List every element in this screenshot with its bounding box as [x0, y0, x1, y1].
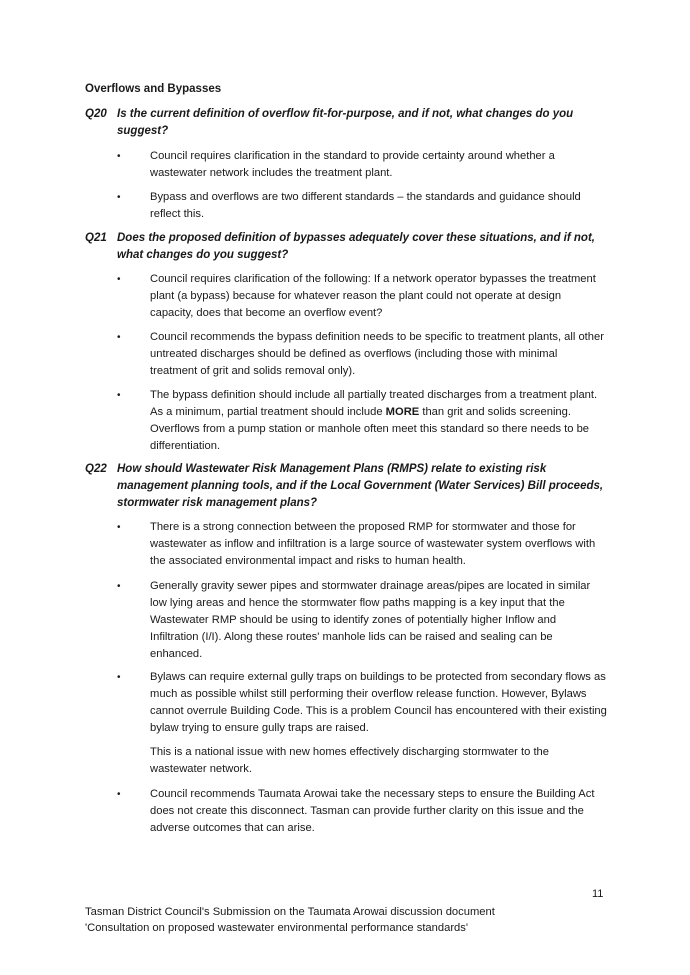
bullet-item [117, 786, 607, 837]
question-q20 [85, 106, 607, 140]
bullet-text: Bypass and overflows are two different standards – the standards and guidance should reflect this. [150, 191, 581, 220]
question-number: Q20 [85, 108, 107, 120]
question-text: How should Wastewater Risk Management Plans (RMPS) relate to existing risk management planning tools, and if the Local Government (Water Services) Bill proceeds, stormwater risk management plans? [117, 463, 604, 509]
bullet-item [117, 148, 607, 182]
question-number: Q22 [85, 463, 107, 475]
bullet-text: Bylaws can require external gully traps on buildings to be protected from secondary flows as much as possible whilst still performing their overflow release function. However, Bylaws cannot overrule Building Code. This is a problem Council has encountered with their existing bylaw trying to ensure gully traps are raised. [150, 671, 607, 734]
bullet-item [117, 669, 607, 737]
bullet-text [150, 387, 607, 455]
bullet-text: Council recommends the bypass definition needs to be specific to treatment plants, all other untreated discharges should be defined as overflows (including those with minimal treatment of grit and solids removal only). [150, 331, 604, 377]
bullet-item [117, 578, 607, 663]
bullet-text-part: than grit and solids screening. Overflows from a pump station or manhole often meet this standard so there needs to be differentiation. [150, 406, 590, 452]
bullet-icon: • [117, 390, 121, 401]
bullet-item [117, 271, 607, 322]
section-heading: Overflows and Bypasses [85, 83, 222, 95]
footer-line-1: Tasman District Council's Submission on the Taumata Arowai discussion document [85, 906, 495, 918]
bullet-text: Council recommends Taumata Arowai take the necessary steps to ensure the Building Act does not create this disconnect. Tasman can provide further clarity on this issue and the adverse outcomes that can arise. [150, 788, 595, 834]
emphasis-more: MORE [385, 406, 420, 418]
bullet-item [117, 519, 607, 570]
bullet-text: Council requires clarification of the following: If a network operator bypasses the treatment plant (a bypass) because for whatever reason the plant could not operate at design capacity, does that become an overflow event? [150, 273, 596, 319]
bullet-icon: • [117, 522, 121, 533]
question-q21 [85, 230, 607, 264]
page-number: 11 [592, 888, 604, 900]
bullet-icon: • [117, 332, 121, 343]
bullet-text: Council requires clarification in the standard to provide certainty around whether a wastewater network includes the treatment plant. [150, 150, 555, 179]
bullet-text: Generally gravity sewer pipes and stormwater drainage areas/pipes are located in similar low lying areas and hence the stormwater flow paths mapping is a key input that the Wastewater RMP should be using to identify zones of potentially higher Inflow and Infiltration (I/I). Along these routes' manhole lids can be raised and sealing can be enhanced. [150, 580, 591, 660]
note-paragraph: This is a national issue with new homes effectively discharging stormwater to the wastewater network. [150, 746, 550, 775]
question-text: Is the current definition of overflow fit-for-purpose, and if not, what changes do you suggest? [117, 108, 574, 137]
bullet-icon: • [117, 789, 121, 800]
bullet-item [117, 329, 607, 380]
bullet-icon: • [117, 192, 121, 203]
question-q22 [85, 461, 607, 512]
bullet-icon: • [117, 274, 121, 285]
question-text: Does the proposed definition of bypasses adequately cover these situations, and if not, what changes do you suggest? [117, 232, 595, 261]
bullet-icon: • [117, 151, 121, 162]
footer-line-2: 'Consultation on proposed wastewater environmental performance standards' [85, 922, 468, 934]
bullet-text: There is a strong connection between the proposed RMP for stormwater and those for wastewater as inflow and infiltration is a large source of wastewater system overflows with the associated environmental impact and risks to human health. [150, 521, 596, 567]
bullet-item [117, 387, 607, 455]
bullet-icon: • [117, 672, 121, 683]
question-number: Q21 [85, 232, 107, 244]
bullet-text-part: The bypass definition should include all partially treated discharges from a treatment plant. As a minimum, partial treatment should include [150, 389, 598, 418]
page-footer [85, 904, 605, 936]
bullet-icon: • [117, 581, 121, 592]
bullet-item [117, 189, 607, 223]
